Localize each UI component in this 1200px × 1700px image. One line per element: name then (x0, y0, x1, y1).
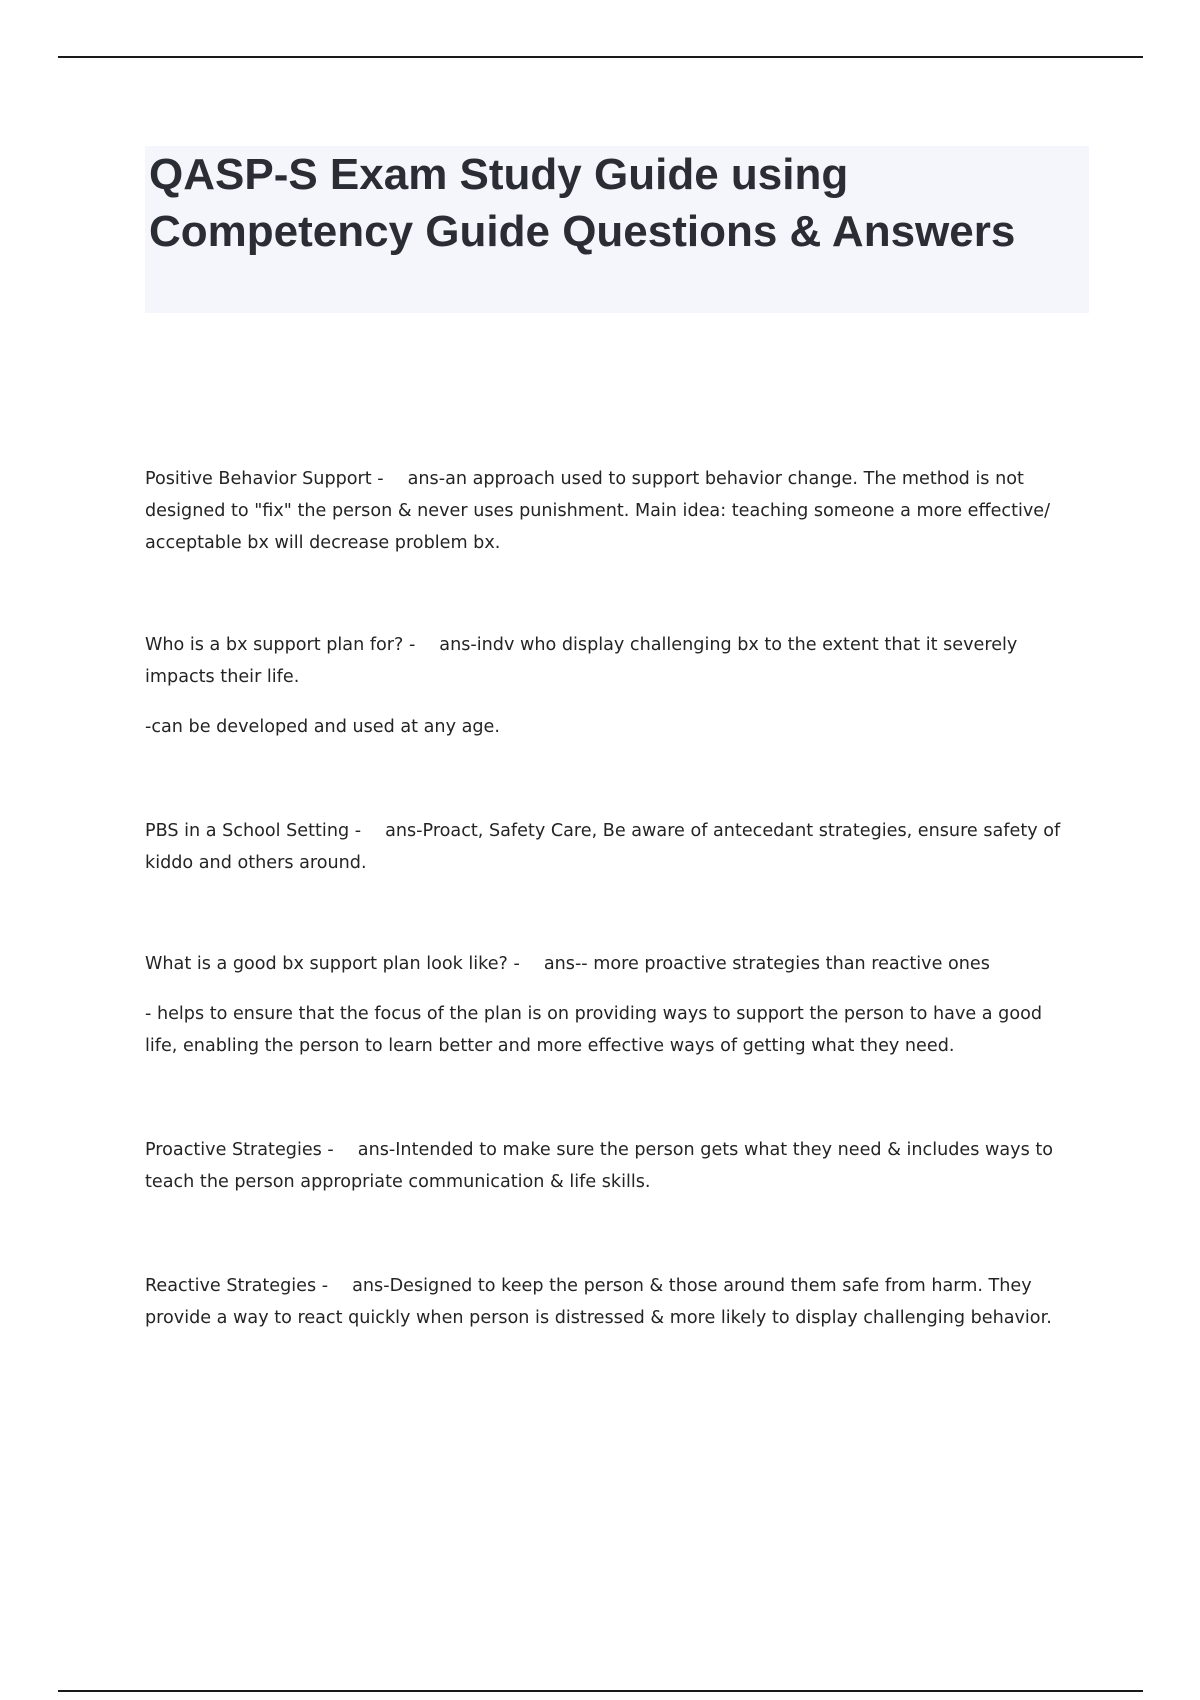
qa-text (145, 629, 1075, 693)
answer: ans-- more proactive strategies than reactive ones (543, 954, 990, 974)
qa-item (145, 948, 1075, 1062)
qa-text (145, 815, 1075, 879)
question: Proactive Strategies - (145, 1140, 334, 1160)
top-rule (58, 56, 1143, 58)
answer: ans-indv who display challenging bx to the extent that it severely impacts their life. (145, 635, 1018, 687)
answer: ans-Designed to keep the person & those around them safe from harm. They provide a way to react quickly when person is distressed & more likely to display challenging behavior. (145, 1276, 1052, 1328)
answer: ans-Proact, Safety Care, Be aware of antecedant strategies, ensure safety of kiddo and others around. (145, 821, 1061, 873)
qa-item (145, 463, 1075, 559)
document-title: QASP-S Exam Study Guide using Competency Guide Questions & Answers (149, 150, 1016, 256)
qa-text (145, 1270, 1075, 1334)
qa-item (145, 1270, 1075, 1334)
qa-item (145, 1134, 1075, 1198)
question: Who is a bx support plan for? - (145, 635, 416, 655)
question: PBS in a School Setting - (145, 821, 362, 841)
qa-text (145, 463, 1075, 559)
question: Positive Behavior Support - (145, 469, 384, 489)
answer-extra: -can be developed and used at any age. (145, 717, 500, 737)
bottom-rule (58, 1690, 1143, 1692)
qa-item (145, 629, 1075, 743)
qa-text (145, 948, 1075, 980)
qa-text (145, 1134, 1075, 1198)
question: What is a good bx support plan look like? - (145, 954, 520, 974)
qa-item (145, 815, 1075, 879)
question: Reactive Strategies - (145, 1276, 329, 1296)
answer-extra: - helps to ensure that the focus of the plan is on providing ways to support the person to have a good life, enabling the person to learn better and more effective ways of getting what they need. (145, 1004, 1043, 1056)
answer: ans-Intended to make sure the person gets what they need & includes ways to teach the person appropriate communication & life skills. (145, 1140, 1054, 1192)
answer: ans-an approach used to support behavior change. The method is not designed to "fix" the person & never uses punishment. Main idea: teaching someone a more effective/ acceptable bx will decrease problem bx. (145, 469, 1051, 553)
title-block (145, 146, 1089, 313)
